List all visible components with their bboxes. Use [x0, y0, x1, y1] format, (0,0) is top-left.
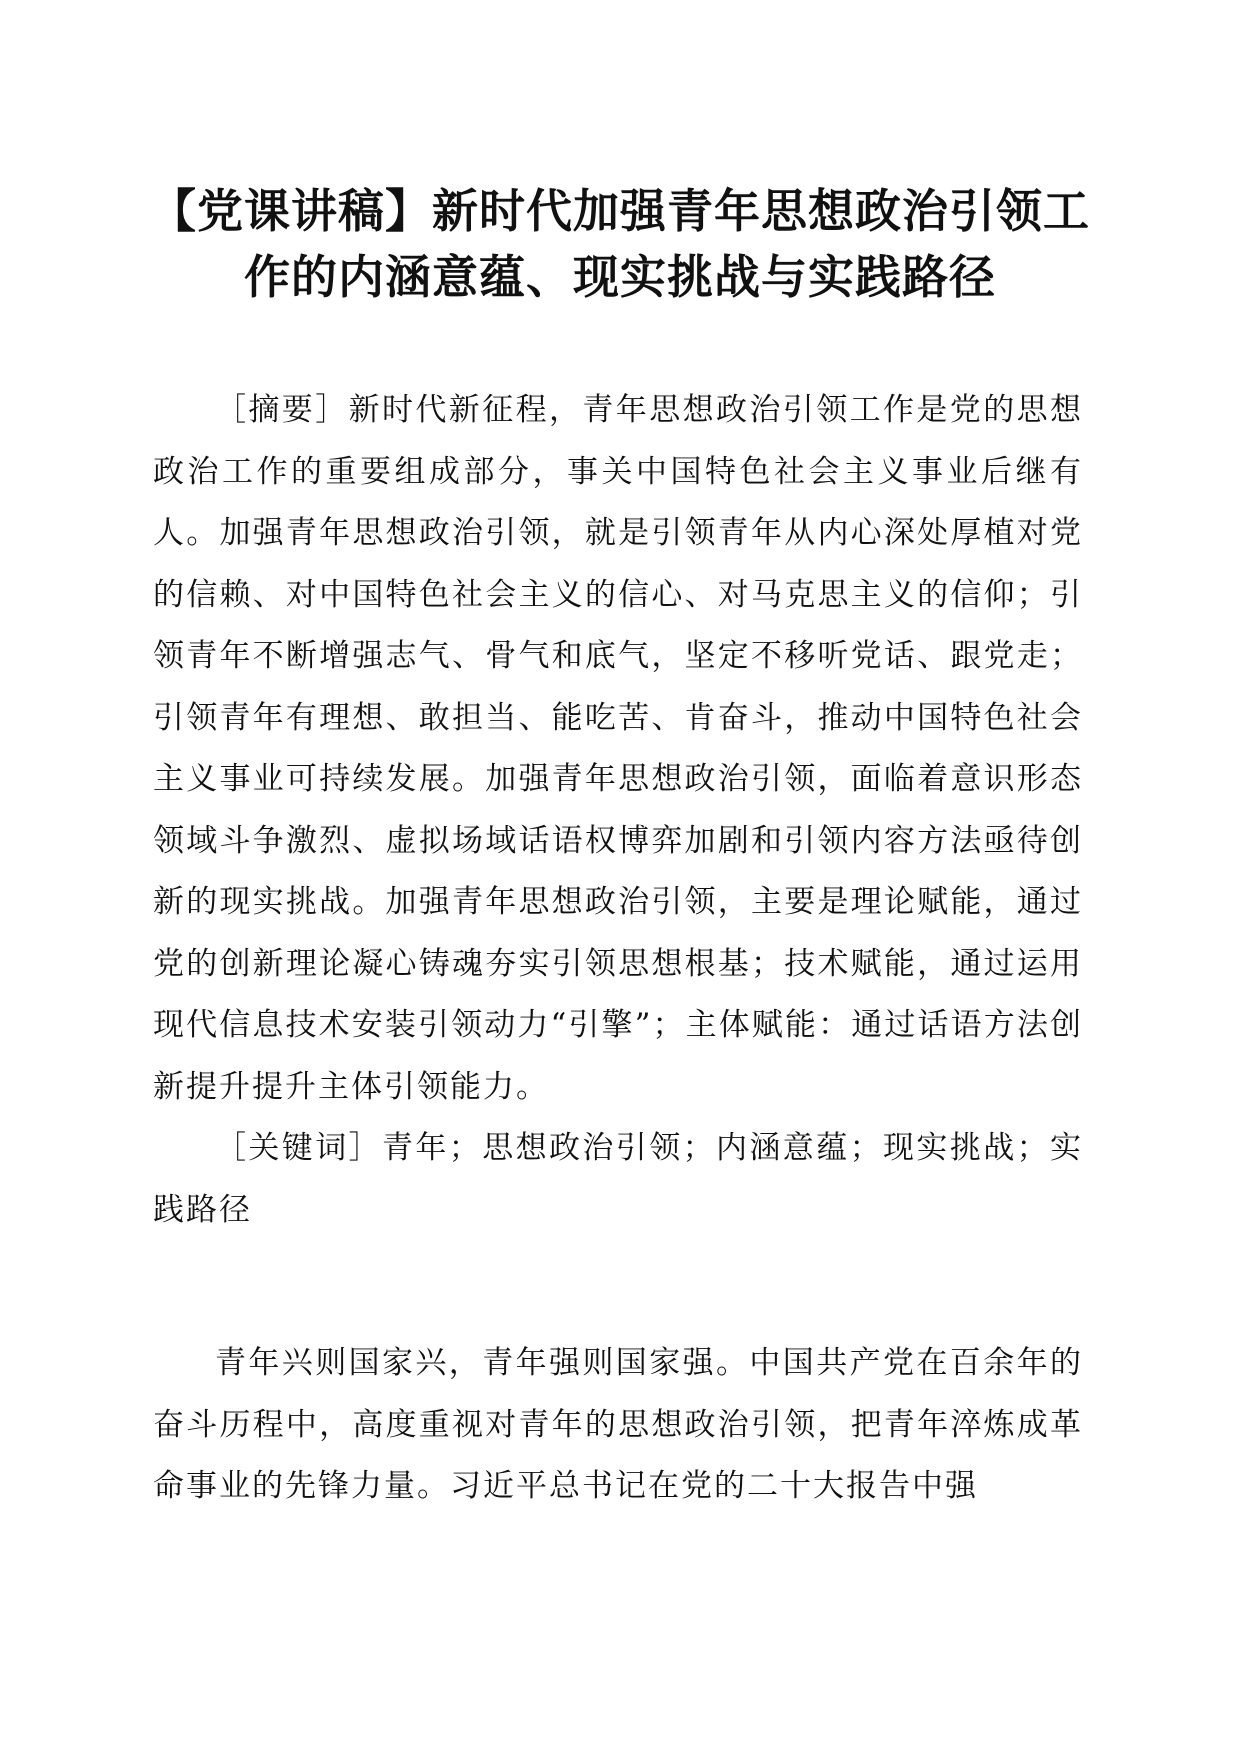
keywords-paragraph: ［关键词］青年；思想政治引领；内涵意蕴；现实挑战；实践路径	[153, 1130, 1083, 1228]
intro-paragraph: 青年兴则国家兴，青年强则国家强。中国共产党在百余年的奋斗历程中，高度重视对青年的思想政治引领，把青年淬炼成革命事业的先锋力量。习近平总书记在党的二十大报告中强	[153, 1345, 1083, 1504]
document-title	[150, 178, 1090, 310]
intro-section	[153, 1333, 1083, 1518]
abstract-section	[153, 380, 1083, 1118]
abstract-paragraph: ［摘要］新时代新征程，青年思想政治引领工作是党的思想政治工作的重要组成部分，事关中国特色社会主义事业后继有人。加强青年思想政治引领，就是引领青年从内心深处厚植对党的信赖、对中国特色社会主义的信心、对马克思主义的信仰；引领青年不断增强志气、骨气和底气，坚定不移听党话、跟党走；引领青年有理想、敢担当、能吃苦、肯奋斗，推动中国特色社会主义事业可持续发展。加强青年思想政治引领，面临着意识形态领域斗争激烈、虚拟场域话语权博弈加剧和引领内容方法亟待创新的现实挑战。加强青年思想政治引领，主要是理论赋能，通过党的创新理论凝心铸魂夯实引领思想根基；技术赋能，通过运用现代信息技术安装引领动力“引擎”；主体赋能：通过话语方法创新提升提升主体引领能力。	[153, 392, 1083, 1105]
document-body	[153, 380, 1083, 1518]
title-line-1: 【党课讲稿】新时代加强青年思想政治引领工	[150, 184, 1090, 238]
keywords-section	[153, 1118, 1083, 1241]
title-line-2: 作的内涵意蕴、现实挑战与实践路径	[244, 250, 996, 304]
